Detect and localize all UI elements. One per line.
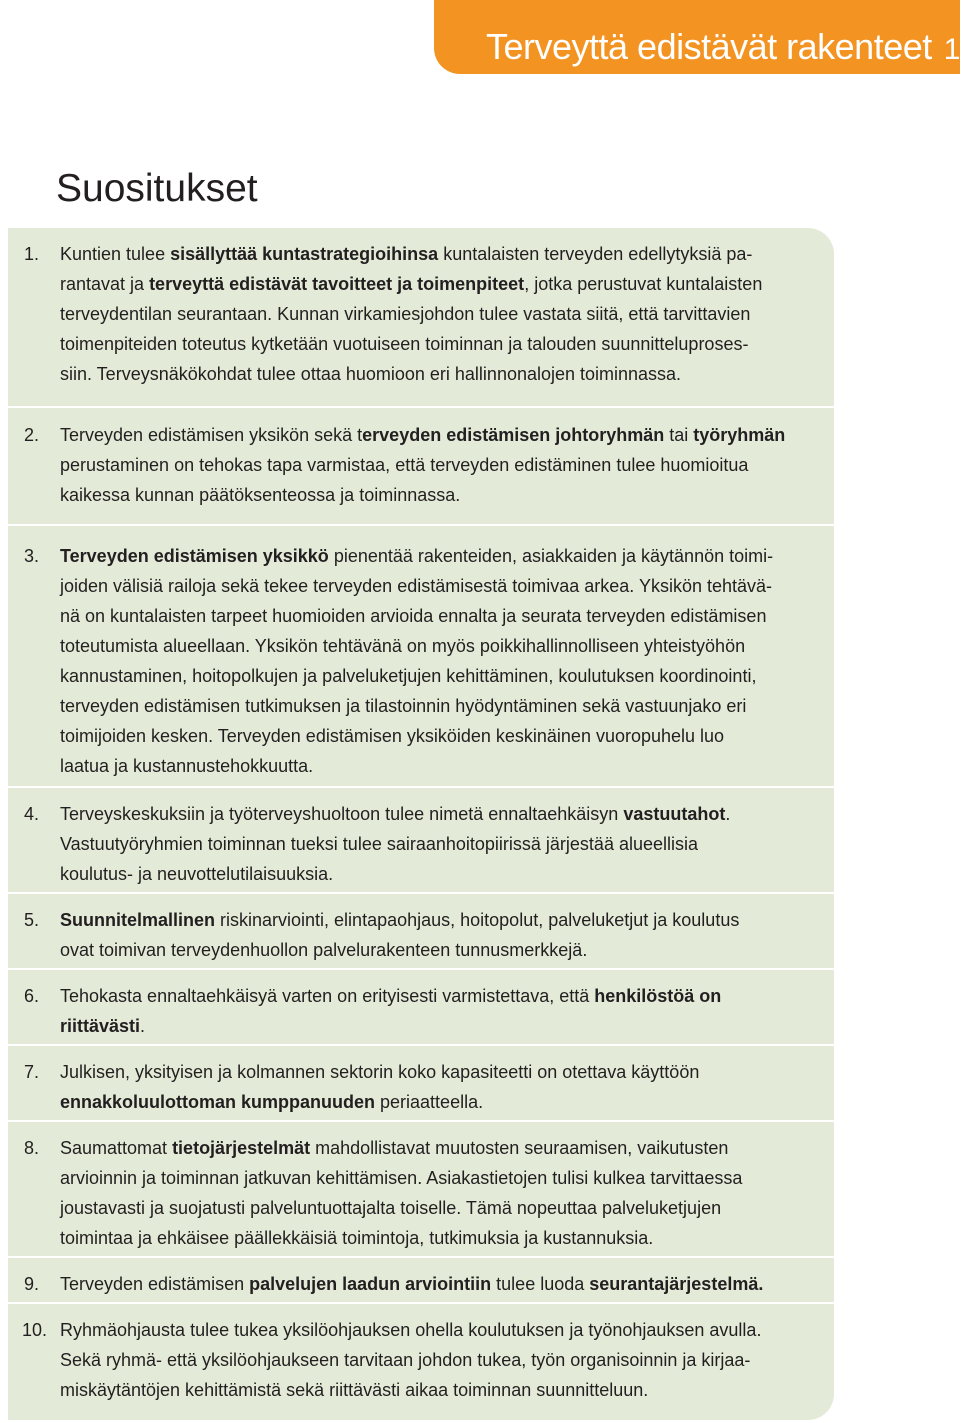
- item-text: [60, 420, 820, 510]
- text-line: toteutumista alueellaan. Yksikön tehtävänä on myös poikkihallinnolliseen yhteistyöhön: [60, 636, 746, 656]
- recommendation-3: [8, 524, 834, 788]
- item-number: 1.: [24, 244, 40, 264]
- text-line: joiden välisiä railoja sekä tekee terveyden edistämisestä toimivaa arkea. Yksikön tehtävä-: [60, 576, 773, 596]
- item-number: 5.: [24, 910, 40, 930]
- text-line: riittävästi.: [60, 1016, 146, 1036]
- text-line: Vastuutyöryhmien toiminnan tueksi tulee sairaanhoitopiirissä järjestää alueellisia: [60, 834, 699, 854]
- item-number: 2.: [24, 425, 40, 445]
- text-line: Tehokasta ennaltaehkäisyä varten on erityisesti varmistettava, että henkilöstöä on: [60, 986, 722, 1006]
- chapter-title: Terveyttä edistävät rakenteet: [486, 26, 932, 67]
- item-number: 10.: [22, 1320, 48, 1340]
- recommendation-4: [8, 786, 834, 894]
- text-line: joustavasti ja suojatusti palveluntuottajalta toiselle. Tämä nopeuttaa palveluketjujen: [60, 1198, 722, 1218]
- text-line: toimijoiden kesken. Terveyden edistämisen yksiköiden keskinäinen vuoropuhelu luo: [60, 726, 725, 746]
- text-line: Terveyskeskuksiin ja työterveyshuoltoon tulee nimetä ennaltaehkäisyn vastuutahot.: [60, 804, 731, 824]
- item-text: [60, 1269, 820, 1299]
- text-line: Terveyden edistämisen yksikkö pienentää rakenteiden, asiakkaiden ja käytännön toimi-: [60, 546, 774, 566]
- text-line: Suunnitelmallinen riskinarviointi, elintapaohjaus, hoitopolut, palveluketjut ja koulutus: [60, 910, 740, 930]
- text-line: kannustaminen, hoitopolkujen ja palveluketjujen kehittäminen, koulutuksen koordinointi,: [60, 666, 757, 686]
- text-line: ovat toimivan terveydenhuollon palvelurakenteen tunnusmerkkejä.: [60, 940, 588, 960]
- text-line: koulutus- ja neuvottelutilaisuuksia.: [60, 864, 334, 884]
- item-text: [60, 905, 820, 965]
- page-title: Suositukset: [56, 167, 258, 210]
- item-number: 9.: [24, 1274, 40, 1294]
- text-line: siin. Terveysnäkökohdat tulee ottaa huomioon eri hallinnonalojen toiminnassa.: [60, 364, 682, 384]
- item-number: 6.: [24, 986, 40, 1006]
- item-number: 3.: [24, 546, 40, 566]
- text-line: Sekä ryhmä- että yksilöohjaukseen tarvitaan johdon tukea, työn organisoinnin ja kirjaa-: [60, 1350, 751, 1370]
- recommendation-9: [8, 1256, 834, 1304]
- recommendation-8: [8, 1120, 834, 1258]
- text-line: kaikessa kunnan päätöksenteossa ja toiminnassa.: [60, 485, 461, 505]
- text-line: ennakkoluulottoman kumppanuuden periaatteella.: [60, 1092, 484, 1112]
- text-line: Ryhmäohjausta tulee tukea yksilöohjauksen ohella koulutuksen ja työnohjauksen avulla.: [60, 1320, 762, 1340]
- text-line: toimenpiteiden toteutus kytketään vuotuiseen toiminnan ja talouden suunnitteluproses-: [60, 334, 749, 354]
- item-text: [60, 799, 820, 889]
- text-line: nä on kuntalaisten tarpeet huomioiden arvioida ennalta ja seurata terveyden edistämisen: [60, 606, 767, 626]
- text-line: perustaminen on tehokas tapa varmistaa, että terveyden edistäminen tulee huomioitua: [60, 455, 749, 475]
- text-line: laatua ja kustannustehokkuutta.: [60, 756, 314, 776]
- item-number: 8.: [24, 1138, 40, 1158]
- item-text: [60, 239, 820, 389]
- text-line: rantavat ja terveyttä edistävät tavoitteet ja toimenpiteet, jotka perustuvat kuntalaisten: [60, 274, 763, 294]
- text-line: Terveyden edistämisen palvelujen laadun arviointiin tulee luoda seurantajärjestelmä.: [60, 1274, 764, 1294]
- item-number: 7.: [24, 1062, 40, 1082]
- text-line: arvioinnin ja toiminnan jatkuvan kehittämisen. Asiakastietojen tulisi kulkea tarvittaessa: [60, 1168, 743, 1188]
- text-line: toimintaa ja ehkäisee päällekkäisiä toimintoja, tutkimuksia ja kustannuksia.: [60, 1228, 654, 1248]
- text-line: Terveyden edistämisen yksikön sekä terveyden edistämisen johtoryhmän tai työryhmän: [60, 425, 786, 445]
- text-line: terveydentilan seurantaan. Kunnan virkamiesjohdon tulee vastata siitä, että tarvittavien: [60, 304, 751, 324]
- item-text: [60, 1315, 820, 1405]
- item-text: [60, 1057, 820, 1117]
- page-number: 11: [943, 33, 975, 66]
- recommendation-6: [8, 968, 834, 1046]
- text-line: Saumattomat tietojärjestelmät mahdollistavat muutosten seuraamisen, vaikutusten: [60, 1138, 729, 1158]
- text-line: miskäytäntöjen kehittämistä sekä riittävästi aikaa toiminnan suunnitteluun.: [60, 1380, 649, 1400]
- header-title: [486, 24, 975, 73]
- recommendation-1: [8, 236, 834, 408]
- recommendation-5: [8, 892, 834, 970]
- item-text: [60, 981, 820, 1041]
- item-text: [60, 541, 820, 781]
- recommendation-7: [8, 1044, 834, 1122]
- recommendation-10: [8, 1302, 834, 1418]
- text-line: Kuntien tulee sisällyttää kuntastrategioihinsa kuntalaisten terveyden edellytyksiä pa-: [60, 244, 753, 264]
- recommendation-2: [8, 406, 834, 526]
- item-text: [60, 1133, 820, 1253]
- text-line: terveyden edistämisen tutkimuksen ja tilastoinnin hyödyntäminen sekä vastuunjako eri: [60, 696, 747, 716]
- item-number: 4.: [24, 804, 40, 824]
- text-line: Julkisen, yksityisen ja kolmannen sektorin koko kapasiteetti on otettava käyttöön: [60, 1062, 700, 1082]
